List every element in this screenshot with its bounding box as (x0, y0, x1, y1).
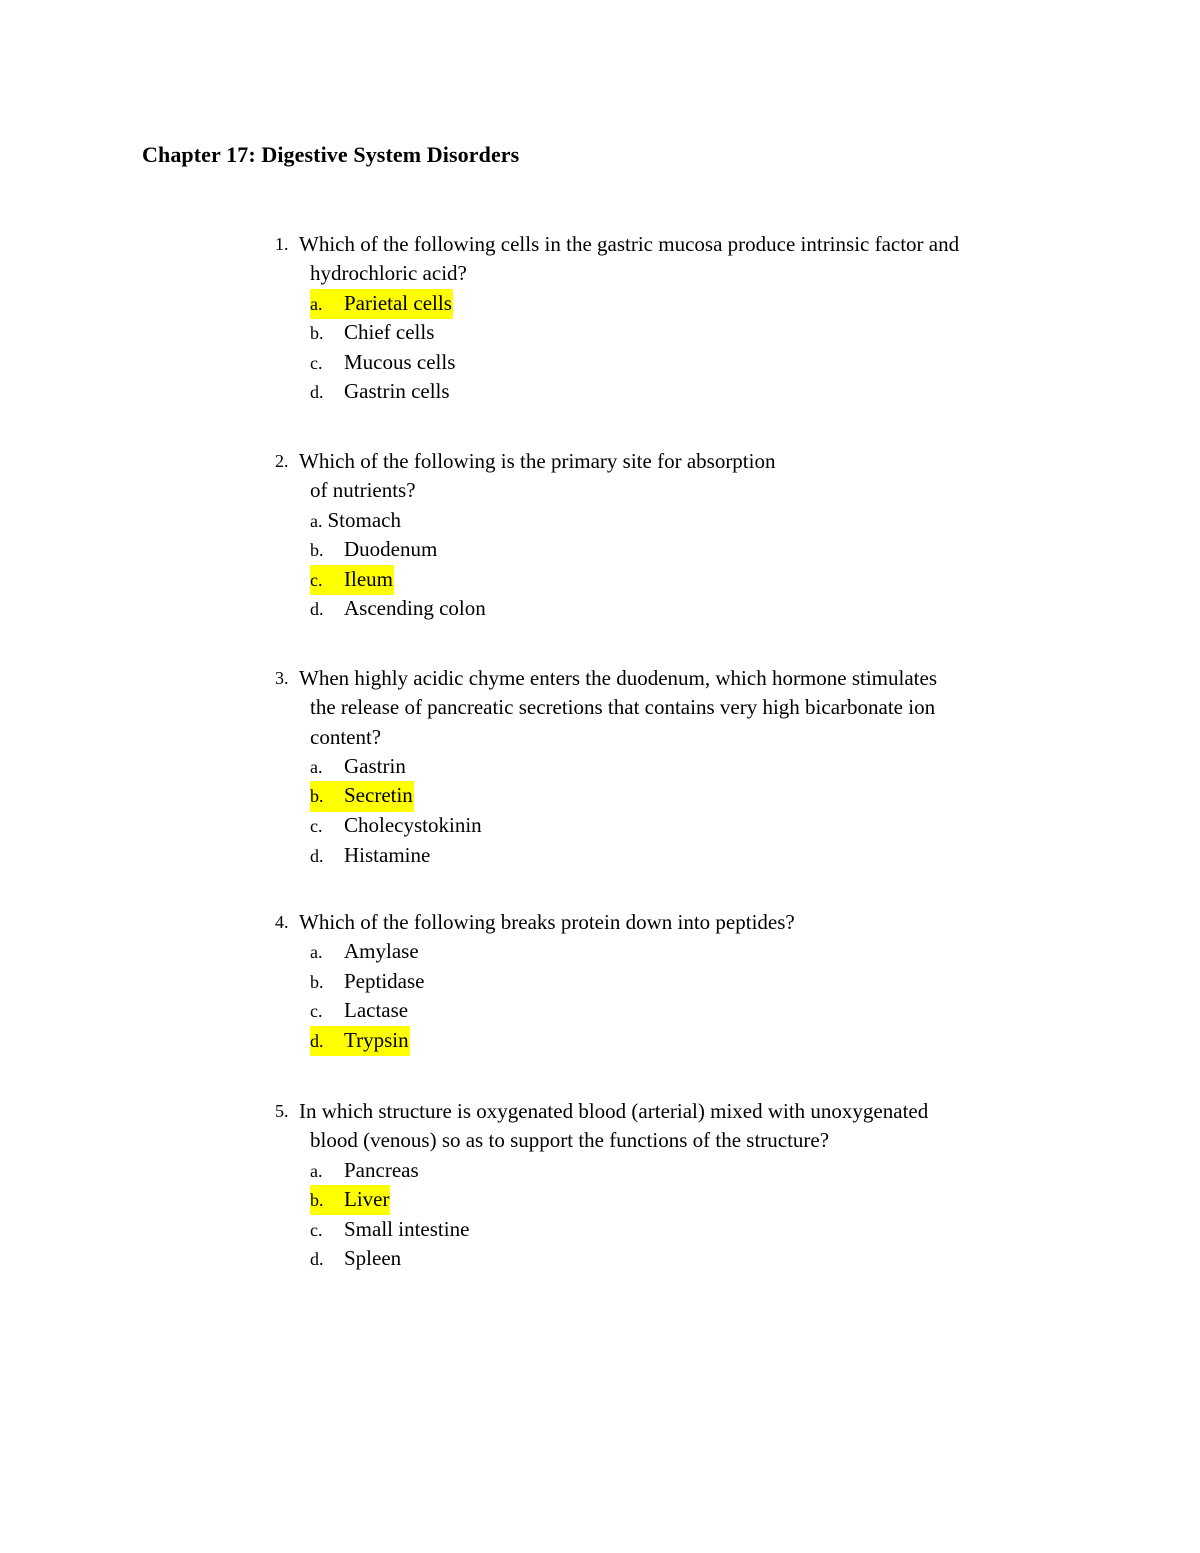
option-letter: c. (310, 1219, 323, 1240)
question-text-line: of nutrients? (310, 478, 416, 503)
option-letter: c. (310, 569, 323, 590)
answer-option (275, 506, 1075, 536)
option-letter: d. (310, 382, 324, 403)
option-text: Mucous cells (344, 349, 456, 374)
question-5 (275, 1097, 1075, 1274)
answer-option (275, 811, 1075, 841)
option-text: Trypsin (344, 1028, 409, 1053)
answer-option (275, 565, 1075, 595)
option-letter: d. (310, 1249, 324, 1270)
question-text-line: Which of the following is the primary site for absorption (299, 449, 776, 473)
highlighted-answer (310, 1026, 410, 1056)
option-text: Liver (344, 1187, 390, 1212)
question-number: 4. (275, 912, 289, 932)
answer-option (275, 1185, 1075, 1215)
answer-option (275, 752, 1075, 782)
option-letter: c. (310, 1001, 323, 1022)
answer-option-content (310, 348, 456, 378)
question-2 (275, 447, 1075, 624)
question-text-line: In which structure is oxygenated blood (arterial) mixed with unoxygenated (299, 1099, 929, 1123)
answer-option (275, 535, 1075, 565)
option-text: Spleen (344, 1246, 402, 1271)
option-letter: b. (310, 323, 324, 344)
answer-option (275, 1244, 1075, 1274)
option-letter: c. (310, 816, 323, 837)
question-text-line: When highly acidic chyme enters the duodenum, which hormone stimulates (299, 666, 937, 690)
question-text (299, 664, 1044, 752)
question-4 (275, 908, 1075, 1056)
answer-option (275, 348, 1075, 378)
option-text: Ileum (344, 566, 393, 591)
answer-option-content (310, 841, 431, 871)
question-stem (275, 908, 1075, 937)
option-letter: b. (310, 540, 324, 561)
option-text: Cholecystokinin (344, 813, 482, 838)
question-number: 2. (275, 451, 289, 471)
option-letter: a. (310, 293, 323, 314)
question-stem (275, 230, 1075, 289)
question-stem (275, 664, 1075, 752)
answer-option-content (310, 811, 483, 841)
chapter-title: Chapter 17: Digestive System Disorders (142, 142, 520, 167)
answer-option-content (310, 752, 407, 782)
answer-option (275, 937, 1075, 967)
option-text: Gastrin (344, 753, 406, 778)
question-text-line: Which of the following cells in the gastric mucosa produce intrinsic factor and (299, 232, 960, 256)
question-text (299, 447, 1044, 506)
option-letter: d. (310, 1031, 324, 1052)
question-number: 5. (275, 1101, 289, 1121)
answer-option (275, 967, 1075, 997)
option-text: Stomach (327, 507, 401, 532)
question-stem (275, 447, 1075, 506)
question-3 (275, 664, 1075, 870)
option-text: Gastrin cells (344, 379, 450, 404)
answer-option-content (310, 1156, 420, 1186)
answer-option (275, 996, 1075, 1026)
answer-option-content (310, 594, 487, 624)
option-text: Ascending colon (344, 596, 486, 621)
answer-option-content (310, 506, 402, 536)
answer-option (275, 841, 1075, 871)
answer-options (275, 289, 1075, 407)
answer-option-content (310, 535, 438, 565)
option-text: Parietal cells (344, 290, 452, 315)
question-text-line: Which of the following breaks protein down into peptides? (299, 910, 795, 934)
answer-options (275, 506, 1075, 624)
question-text-line: hydrochloric acid? (310, 261, 467, 286)
answer-option-content (310, 937, 420, 967)
answer-option (275, 594, 1075, 624)
answer-option (275, 1156, 1075, 1186)
option-text: Peptidase (344, 968, 425, 993)
answer-options (275, 937, 1075, 1055)
option-letter: a. (310, 510, 323, 531)
answer-option-content (310, 1244, 402, 1274)
question-1 (275, 230, 1075, 407)
highlighted-answer (310, 289, 453, 319)
highlighted-answer (310, 781, 414, 811)
answer-option (275, 377, 1075, 407)
answer-options (275, 752, 1075, 870)
question-text (299, 230, 1044, 289)
option-letter: c. (310, 352, 323, 373)
option-letter: a. (310, 942, 323, 963)
answer-option (275, 1215, 1075, 1245)
answer-option (275, 289, 1075, 319)
answer-option-content (310, 1215, 470, 1245)
option-text: Lactase (344, 998, 409, 1023)
option-letter: d. (310, 599, 324, 620)
answer-option-content (310, 318, 435, 348)
highlighted-answer (310, 565, 394, 595)
question-stem (275, 1097, 1075, 1156)
option-text: Chief cells (344, 320, 435, 345)
question-text-line: blood (venous) so as to support the functions of the structure? (310, 1128, 830, 1153)
question-text-line: content? (310, 724, 382, 749)
answer-option-content (310, 996, 409, 1026)
option-text: Amylase (344, 939, 419, 964)
answer-option-content (310, 377, 451, 407)
answer-option (275, 318, 1075, 348)
answer-option (275, 1026, 1075, 1056)
option-letter: b. (310, 1190, 324, 1211)
question-text-line: the release of pancreatic secretions that contains very high bicarbonate ion (310, 695, 936, 720)
option-text: Small intestine (344, 1216, 470, 1241)
option-letter: a. (310, 1160, 323, 1181)
option-letter: d. (310, 845, 324, 866)
answer-option (275, 781, 1075, 811)
option-letter: b. (310, 971, 324, 992)
question-text (299, 1097, 1044, 1156)
question-number: 3. (275, 668, 289, 688)
answer-option-content (310, 967, 425, 997)
option-text: Duodenum (344, 537, 438, 562)
option-letter: b. (310, 786, 324, 807)
option-text: Secretin (344, 783, 413, 808)
question-number: 1. (275, 234, 289, 254)
option-text: Histamine (344, 842, 431, 867)
highlighted-answer (310, 1185, 390, 1215)
question-text (299, 908, 1044, 937)
option-letter: a. (310, 756, 323, 777)
answer-options (275, 1156, 1075, 1274)
option-text: Pancreas (344, 1157, 419, 1182)
